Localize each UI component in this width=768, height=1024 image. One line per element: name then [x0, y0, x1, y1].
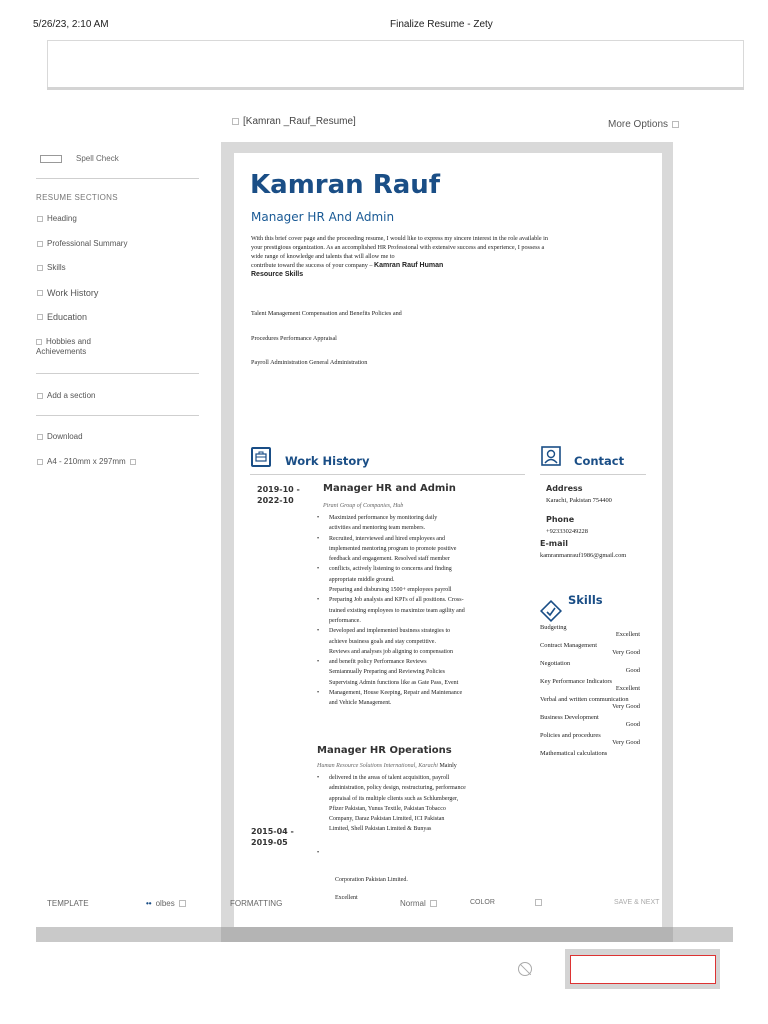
bullet-line [317, 667, 517, 677]
plus-icon [37, 393, 43, 399]
bullet-text: feedback and engagement. Resolved staff member [329, 556, 450, 563]
bullet-line [317, 647, 517, 657]
skill-level: Very Good [612, 739, 640, 746]
job-date-end: 2022-10 [257, 496, 294, 505]
sidebar-item-skills[interactable] [37, 263, 66, 273]
bullet-line [317, 606, 517, 616]
bullet-text: Recruited, interviewed and hired employees and [329, 535, 445, 542]
job-company-name: Human Resource Solutions International, Karachi [317, 763, 438, 769]
skill-level: Excellent [615, 631, 640, 638]
bullet-text: performance. [329, 617, 361, 624]
bullet-line [317, 814, 517, 824]
bullet-marker [317, 606, 329, 616]
bullet-marker [317, 794, 329, 804]
resume-skill-line: Talent Management Compensation and Benefits Policies and [251, 310, 402, 317]
summary-line: wide range of knowledge and talents that will allow me to [251, 253, 395, 260]
paper-size-label: A4 - 210mm x 297mm [47, 457, 126, 466]
skills-list [540, 624, 640, 761]
scrollbar-thumb[interactable] [221, 927, 673, 942]
bullet-marker [317, 804, 329, 814]
save-next-label: SAVE & NEXT [614, 899, 660, 906]
color-label: COLOR [470, 899, 495, 906]
bullet-line [317, 544, 517, 554]
skill-name: Contract Management [540, 642, 597, 649]
bullet-marker [317, 575, 329, 585]
bullet-text: Preparing and disbursing 1500+ employees payroll [329, 587, 452, 594]
bullet-text: Developed and implemented business strategies to [329, 628, 451, 635]
sidebar-item-hobbies[interactable] [36, 337, 91, 357]
more-options-label: More Options [608, 119, 669, 130]
formatting-value: Normal [400, 899, 426, 908]
bullet-marker: • [317, 850, 320, 856]
resume-file-name-label: [Kamran _Rauf_Resume] [243, 116, 356, 127]
skills-icon [540, 600, 562, 622]
bullet-line [317, 688, 517, 698]
bullet-text: achieve business goals and stay competitive. [329, 638, 436, 645]
work-history-icon [37, 290, 43, 296]
skill-name: Verbal and written communication [540, 696, 629, 703]
bullet-text: conflicts, actively listening to concerns and finding [329, 566, 452, 573]
bullet-text: Preparing Job analysis and KPI's of all positions. Cross- [329, 597, 464, 604]
bullet-line [317, 513, 517, 523]
template-label: TEMPLATE [47, 899, 89, 908]
job-bullets [317, 773, 517, 835]
person-icon-glyph [541, 446, 561, 466]
bullet-line [317, 575, 517, 585]
download-button[interactable] [37, 432, 83, 442]
skills-icon-glyph [540, 600, 562, 622]
skill-name: Budgeting [540, 624, 567, 631]
color-swatch[interactable] [535, 899, 542, 908]
bullet-marker: • [317, 597, 320, 604]
sidebar-item-label: Heading [47, 214, 77, 223]
job-title: Manager HR Operations [317, 745, 452, 756]
skill-name: Key Performance Indicators [540, 678, 613, 685]
bullet-marker [317, 824, 329, 834]
skill-name: Policies and procedures [540, 732, 601, 739]
skill-name: Negotiation [540, 660, 571, 667]
dots-icon: •• [146, 899, 152, 908]
bullet-marker [317, 783, 329, 793]
job-date-start: 2019-10 - [257, 485, 300, 494]
add-section-button[interactable] [37, 391, 95, 401]
skill-level: Very Good [612, 703, 640, 710]
summary-line: your prestigious organization. As an accomplished HR Professional with extensive success and experience, I possess a [251, 244, 545, 251]
print-page-title: Finalize Resume - Zety [390, 19, 493, 30]
summary-signature: Kamran Rauf Human [374, 262, 444, 269]
skill-level: Excellent [615, 685, 640, 692]
top-navigation-bar [47, 40, 744, 88]
email-label: E-mail [540, 539, 569, 548]
job-trailing-text: Excellent [335, 895, 358, 901]
chevron-down-icon [430, 900, 437, 907]
bullet-marker [317, 554, 329, 564]
bullet-line [317, 585, 517, 595]
sidebar-item-label: Professional Summary [47, 239, 128, 248]
summary-skills-heading: Resource Skills [251, 271, 304, 278]
skill-level: Good [625, 667, 640, 674]
sidebar-item-professional-summary[interactable] [37, 239, 127, 249]
bullet-marker [317, 523, 329, 533]
address-value: Karachi, Pakistan 754400 [546, 497, 612, 504]
sidebar-item-heading[interactable] [37, 214, 77, 224]
resume-skill-line: Procedures Performance Appraisal [251, 335, 337, 342]
resume-job-title: Manager HR And Admin [251, 210, 395, 224]
bullet-line [317, 595, 517, 605]
sidebar-item-hobbies-line [36, 337, 91, 347]
briefcase-icon [251, 447, 271, 467]
bullet-line [317, 564, 517, 574]
download-label: Download [47, 432, 83, 441]
color-swatch-icon [535, 899, 542, 906]
bullet-marker: • [317, 628, 320, 635]
bullet-line [317, 794, 517, 804]
job-date-end: 2019-05 [251, 838, 288, 847]
sidebar-divider [36, 373, 199, 374]
resume-name: Kamran Rauf [250, 170, 441, 200]
skill-item [540, 696, 640, 710]
bullet-text: Reviews and analyses job aligning to compensation [329, 648, 453, 655]
sidebar-divider [36, 415, 199, 416]
template-value: olbes [155, 899, 175, 908]
bullet-marker: • [317, 659, 320, 666]
skill-name: Business Development [540, 714, 599, 721]
bullet-line [317, 698, 517, 708]
bullet-marker [317, 647, 329, 657]
bullet-text: activities and mentoring team members. [329, 525, 426, 532]
sidebar-item-label: Hobbies and [46, 337, 91, 346]
spell-check-toggle[interactable] [40, 154, 119, 163]
bullet-marker [317, 585, 329, 595]
job-date-start: 2015-04 - [251, 827, 294, 836]
bullet-line [317, 616, 517, 626]
bullet-text: Semiannually Preparing and Reviewing Policies [329, 669, 445, 676]
bullet-marker: • [317, 690, 320, 697]
bullet-line [317, 804, 517, 814]
bullet-line [317, 773, 517, 783]
paper-size-select[interactable] [37, 457, 136, 467]
skills-icon [37, 265, 43, 271]
bullet-marker: • [317, 566, 320, 573]
paper-icon [37, 459, 43, 465]
sidebar-item-education[interactable] [37, 312, 87, 322]
skill-item [540, 678, 640, 692]
formatting-label: FORMATTING [230, 899, 283, 908]
bullet-line [317, 678, 517, 688]
job-company-tail: Mainly [439, 763, 457, 769]
education-icon [37, 314, 43, 320]
bullet-marker [317, 678, 329, 688]
job-company [317, 763, 457, 769]
contact-heading: Contact [574, 454, 625, 468]
email-value: kamranmanrauf1986@gmail.com [540, 552, 627, 559]
skill-name: Mathematical calculations [540, 750, 608, 757]
bullet-text: Pfizer Pakistan, Yunus Textile, Pakistan Tobacco [329, 805, 446, 812]
bullet-marker [317, 698, 329, 708]
skill-item [540, 660, 640, 674]
section-divider [250, 474, 525, 475]
print-date: 5/26/23, 2:10 AM [33, 19, 109, 30]
address-label: Address [546, 484, 583, 493]
resume-sections-heading: RESUME SECTIONS [36, 193, 118, 202]
hobbies-icon [36, 339, 42, 345]
phone-label: Phone [546, 515, 575, 524]
bullet-text: and benefit policy Performance Reviews [329, 659, 427, 666]
resume-file-name[interactable] [232, 116, 356, 127]
bullet-text: administration, policy design, restructuring, performance [329, 785, 466, 792]
bullet-text: appraisal of its multiple clients such as Schlumberger, [329, 795, 459, 802]
job-dates [251, 826, 294, 848]
bullet-text: Maximized performance by monitoring daily [329, 515, 438, 521]
skills-heading: Skills [568, 593, 603, 607]
skill-item [540, 750, 640, 757]
bullet-marker: • [317, 515, 320, 521]
bullet-line [317, 824, 517, 834]
bullet-line [317, 626, 517, 636]
heading-icon [37, 216, 43, 222]
add-section-label: Add a section [47, 391, 96, 400]
phone-value: +923330249228 [546, 528, 588, 535]
resume-summary [251, 234, 636, 279]
bullet-text: delivered in the areas of talent acquisition, payroll [329, 775, 450, 781]
bullet-text: and Vehicle Management. [329, 700, 392, 707]
bullet-marker [317, 544, 329, 554]
bullet-marker [317, 667, 329, 677]
edit-icon [232, 118, 239, 125]
sidebar-item-label: Achievements [36, 347, 87, 356]
skill-item [540, 624, 640, 638]
summary-line: With this brief cover page and the proceeding resume, I would like to express my sincere interest in the role available in [251, 235, 548, 242]
template-select[interactable] [146, 899, 186, 908]
blocked-icon [518, 962, 532, 976]
bullet-text: Limited, Shell Pakistan Limited & Bunyas [329, 826, 432, 833]
skill-item [540, 642, 640, 656]
bullet-text: Management, House Keeping, Repair and Maintenance [329, 690, 463, 697]
spell-check-label: Spell Check [76, 154, 119, 163]
chevron-down-icon [130, 459, 136, 465]
briefcase-icon-glyph [255, 451, 267, 463]
bullet-marker: • [317, 775, 320, 781]
skill-level: Very Good [612, 649, 640, 656]
bullet-text: appropriate middle ground. [329, 576, 395, 583]
bullet-text: Company, Daraz Pakistan Limited, ICI Pakistan [329, 816, 445, 823]
skill-level: Good [625, 721, 640, 728]
summary-line [251, 261, 636, 270]
resume-skill-line: Payroll Administration General Administration [251, 359, 368, 366]
bullet-line [317, 637, 517, 647]
skill-item [540, 732, 640, 746]
bullet-marker [317, 814, 329, 824]
job-bullets [317, 513, 517, 709]
bullet-marker [317, 616, 329, 626]
sidebar-item-label: Education [47, 312, 88, 322]
section-divider [540, 474, 646, 475]
bullet-text: Supervising Admin functions like as Gate Pass, Event [329, 679, 459, 686]
more-options-button[interactable] [608, 119, 679, 130]
bullet-line [317, 657, 517, 667]
summary-line [251, 270, 636, 279]
formatting-select[interactable] [400, 899, 437, 908]
job-trailing-text: Corporation Pakistan Limited. [335, 877, 408, 883]
sidebar-item-label: Work History [47, 288, 99, 298]
bullet-marker [317, 637, 329, 647]
summary-icon [37, 241, 43, 247]
download-icon [37, 434, 43, 440]
sidebar-item-work-history[interactable] [37, 288, 98, 298]
bullet-text: implemented mentoring program to promote positive [329, 545, 457, 552]
chevron-down-icon [179, 900, 186, 907]
skill-item [540, 714, 640, 728]
toggle-switch-icon [40, 155, 62, 163]
sidebar-divider [36, 178, 199, 179]
bullet-line [317, 534, 517, 544]
top-bar-divider [47, 87, 744, 90]
bullet-line [317, 554, 517, 564]
person-icon [541, 446, 561, 466]
job-company: Pirani Group of Companies, Hub [323, 503, 404, 509]
save-next-button[interactable] [570, 955, 716, 984]
sidebar-item-label: Skills [47, 263, 66, 272]
bullet-line [317, 783, 517, 793]
bullet-marker: • [317, 535, 320, 542]
job-title: Manager HR and Admin [323, 483, 456, 494]
summary-tail: contribute toward the success of your company – [251, 262, 375, 269]
bullet-text: trained existing employees to maximize team agility and [329, 607, 465, 614]
bullet-line [317, 523, 517, 533]
job-dates [257, 484, 300, 506]
work-history-heading: Work History [285, 454, 370, 468]
chevron-down-icon [672, 121, 679, 128]
